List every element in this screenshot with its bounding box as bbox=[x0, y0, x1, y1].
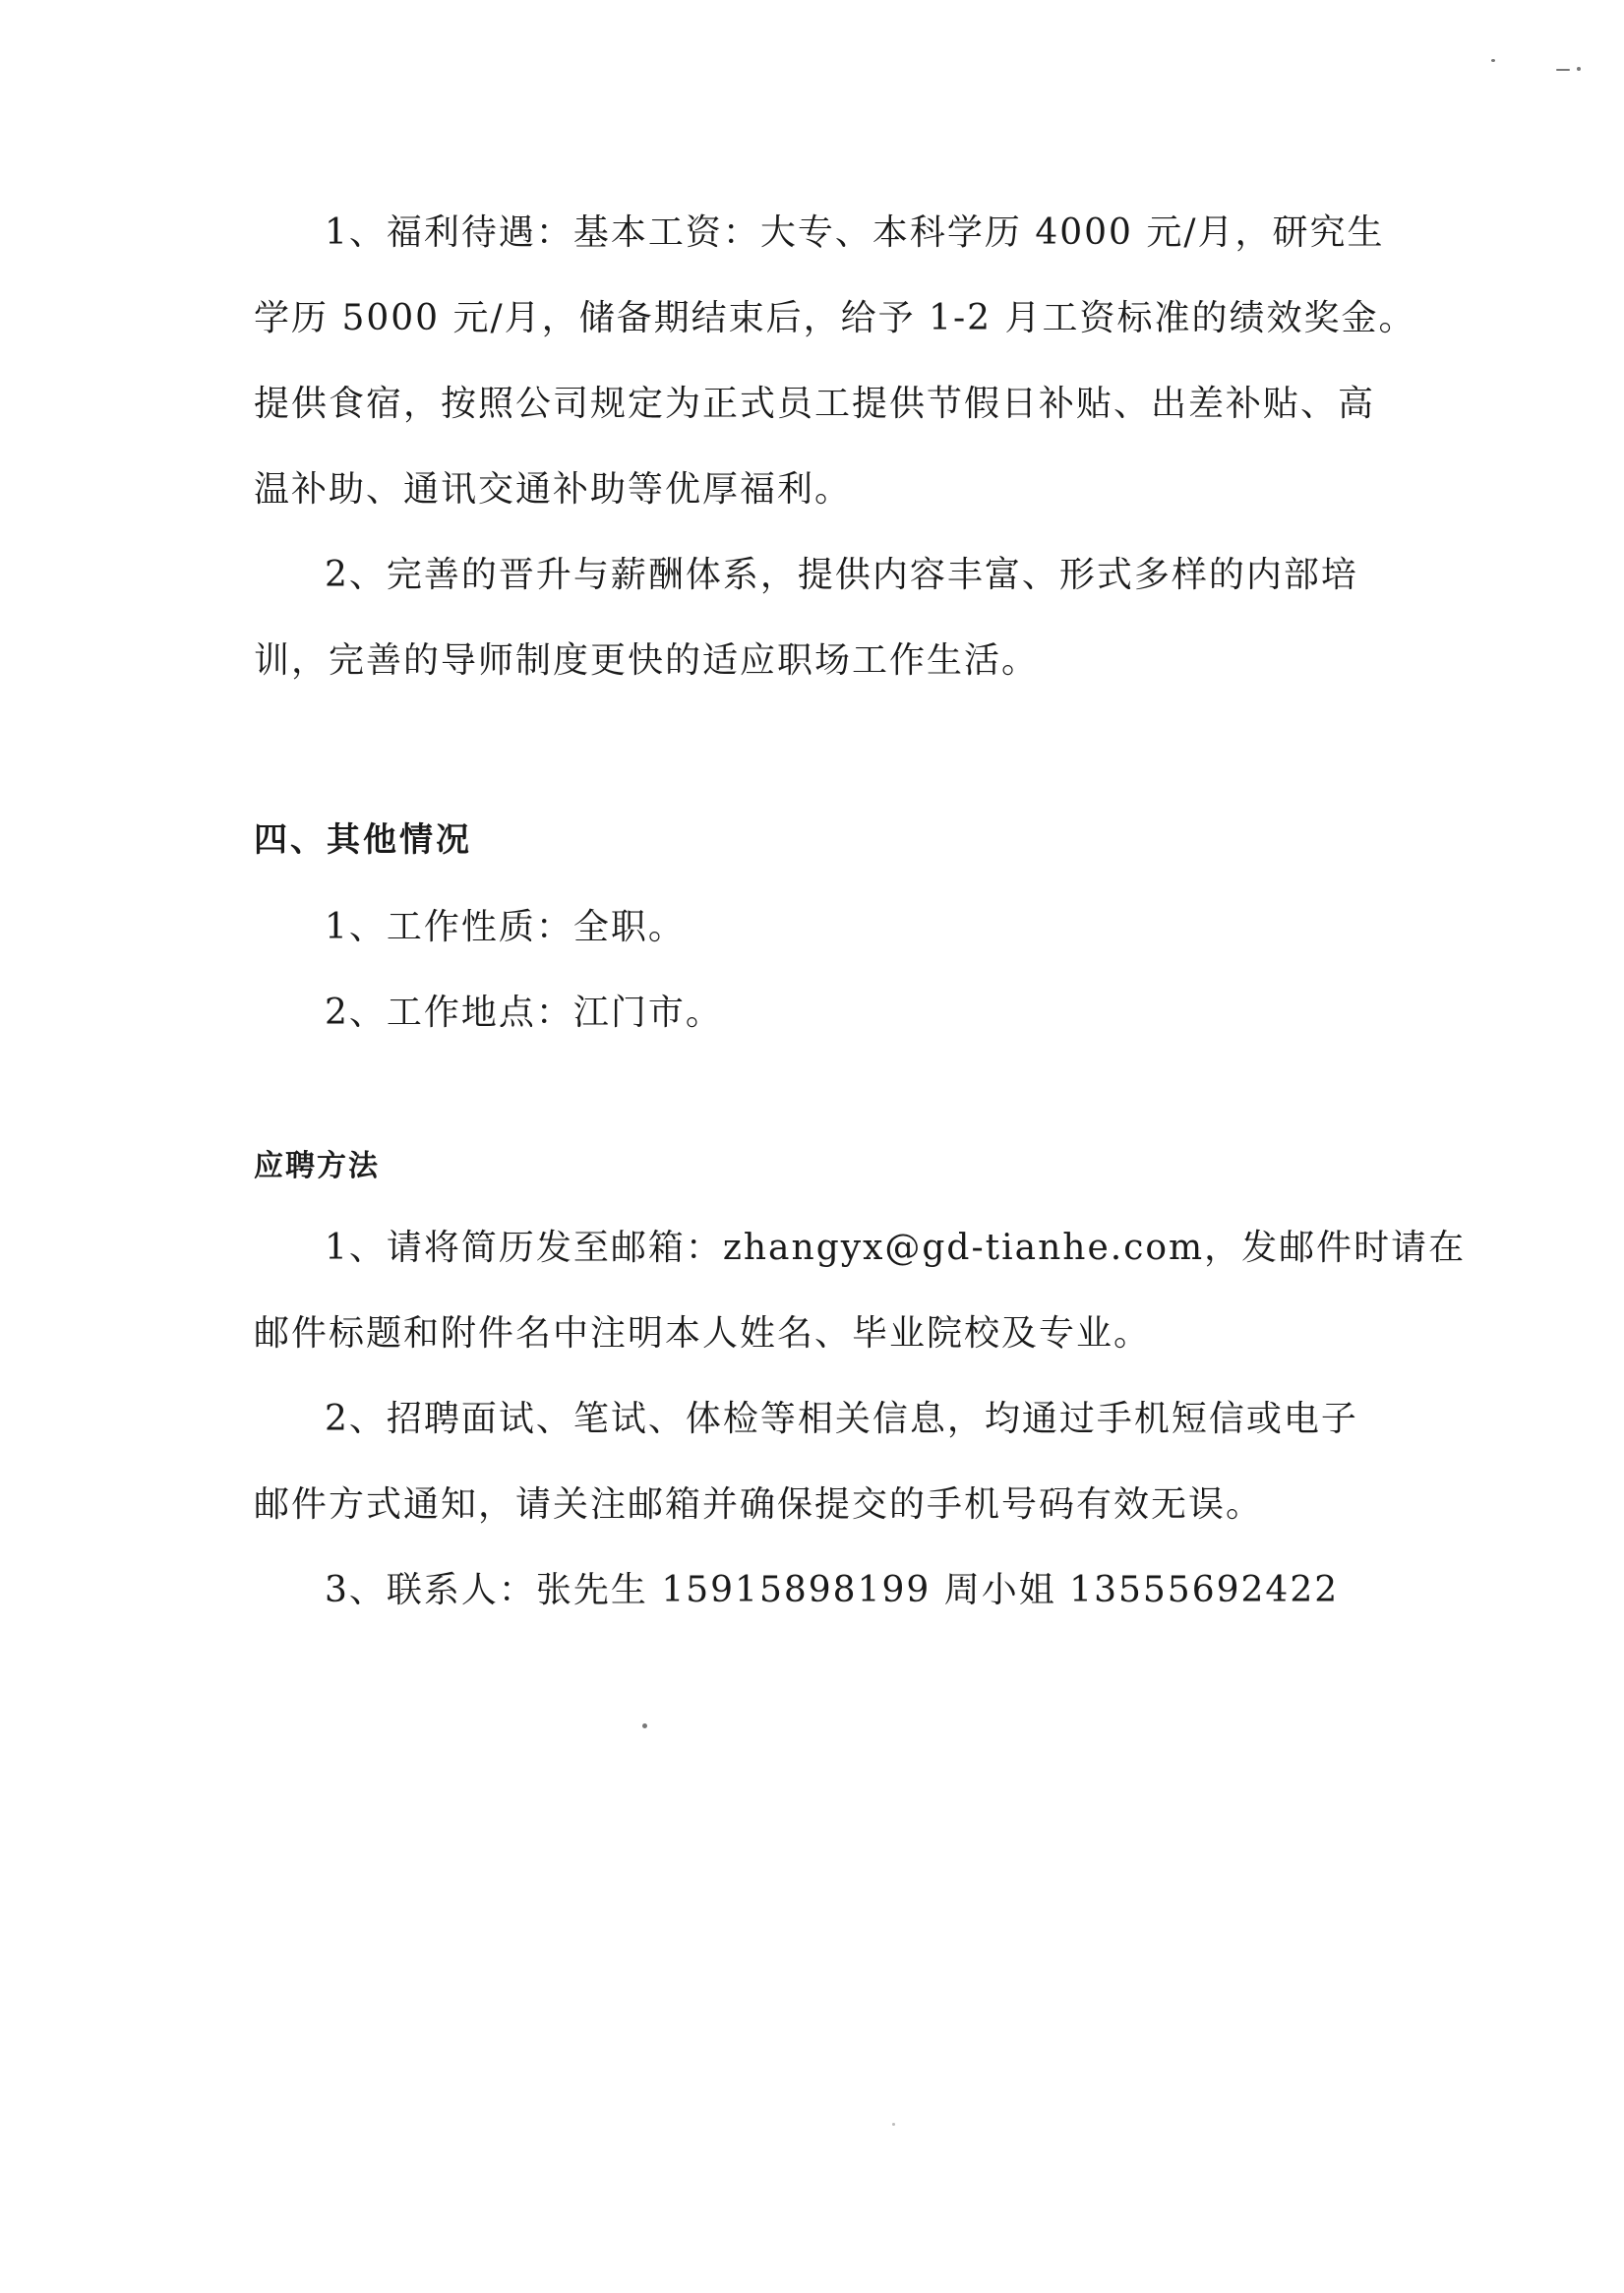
other-item2: 2、工作地点：江门市。 bbox=[325, 993, 723, 1033]
apply-item1-line2: 邮件标题和附件名中注明本人姓名、毕业院校及专业。 bbox=[254, 1313, 1152, 1354]
scan-speck bbox=[1556, 69, 1570, 71]
apply-item3-contacts: 3、联系人：张先生 15915898199 周小姐 13555692422 bbox=[325, 1570, 1340, 1610]
benefits-item1-line3: 提供食宿，按照公司规定为正式员工提供节假日补贴、出差补贴、高 bbox=[254, 384, 1376, 424]
benefits-item1-line4: 温补助、通讯交通补助等优厚福利。 bbox=[254, 469, 853, 510]
other-item1: 1、工作性质：全职。 bbox=[325, 907, 686, 947]
apply-item2-line2: 邮件方式通知，请关注邮箱并确保提交的手机号码有效无误。 bbox=[254, 1484, 1264, 1525]
benefits-item2-line1: 2、完善的晋升与薪酬体系，提供内容丰富、形式多样的内部培 bbox=[325, 555, 1358, 595]
scan-speck bbox=[892, 2123, 895, 2126]
benefits-item1-line2: 学历 5000 元/月，储备期结束后，给予 1-2 月工资标准的绩效奖金。 bbox=[254, 298, 1416, 338]
section-heading-other: 四、其他情况 bbox=[254, 820, 472, 860]
scan-speck bbox=[1491, 59, 1495, 62]
scan-speck bbox=[642, 1723, 647, 1728]
apply-item2-line1: 2、招聘面试、笔试、体检等相关信息，均通过手机短信或电子 bbox=[325, 1399, 1358, 1439]
apply-item1-line1: 1、请将简历发至邮箱：zhangyx@gd-tianhe.com，发邮件时请在 bbox=[325, 1228, 1467, 1268]
section-heading-apply: 应聘方法 bbox=[254, 1149, 380, 1183]
scan-speck bbox=[1577, 67, 1581, 71]
benefits-item2-line2: 训，完善的导师制度更快的适应职场工作生活。 bbox=[254, 640, 1040, 681]
benefits-item1-line1: 1、福利待遇：基本工资：大专、本科学历 4000 元/月，研究生 bbox=[325, 212, 1385, 253]
